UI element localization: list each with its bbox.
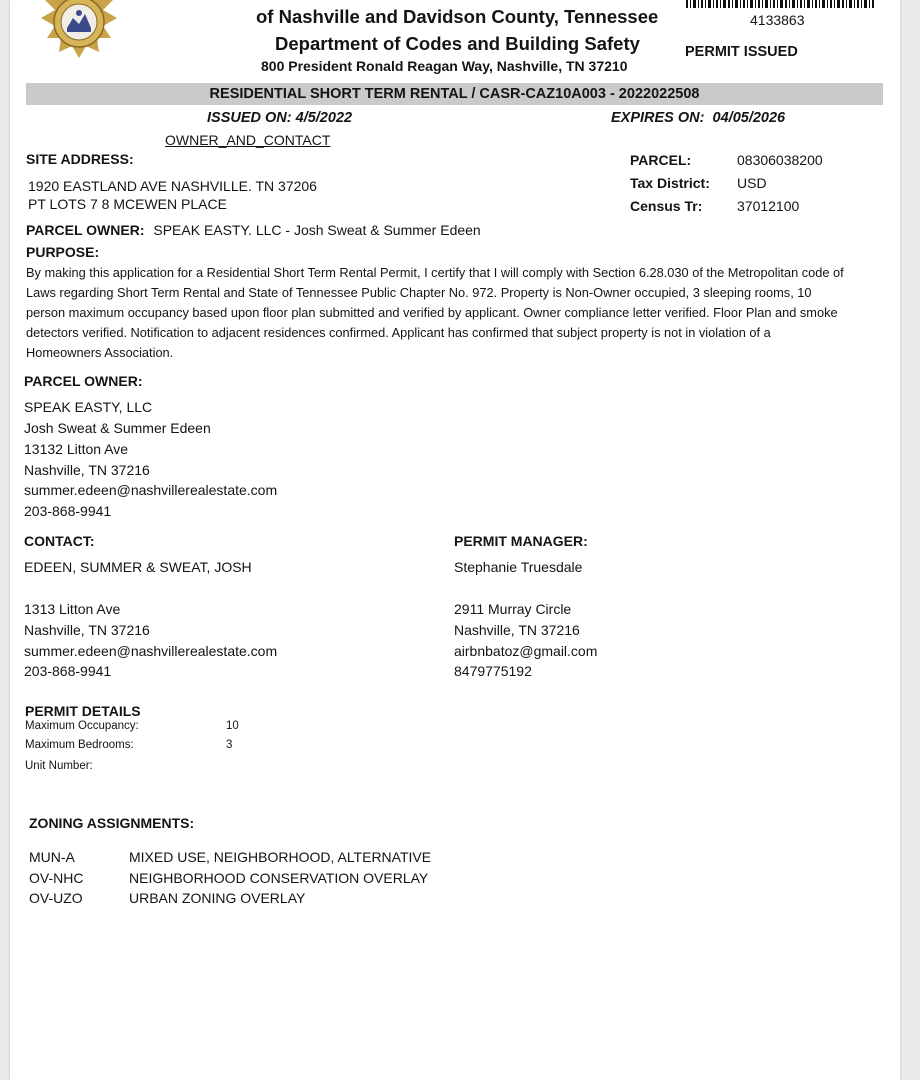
detail-value: 3 [226, 739, 233, 751]
parcel-owner-line: summer.edeen@nashvillerealestate.com [24, 482, 278, 498]
issued-on [207, 110, 352, 126]
metro-seal-icon [30, 0, 120, 66]
zoning-code: MUN-A [29, 849, 75, 865]
permit-details-label: PERMIT DETAILS [25, 703, 141, 719]
agency-line-1: of Nashville and Davidson County, Tennessee [256, 6, 659, 27]
detail-value: 10 [226, 720, 239, 732]
parcel-owner-line [26, 222, 481, 240]
permit-document [10, 0, 900, 1080]
parcel-owner-line: 13132 Litton Ave [24, 441, 129, 457]
issued-label: ISSUED ON: [207, 110, 292, 126]
agency-address: 800 President Ronald Reagan Way, Nashville, TN 37210 [261, 58, 628, 74]
owner-and-contact-link[interactable]: OWNER_AND_CONTACT [165, 132, 331, 148]
site-address-line-2: PT LOTS 7 8 MCEWEN PLACE [28, 196, 227, 212]
purpose-label: PURPOSE: [26, 244, 100, 260]
parcel-label: PARCEL: [630, 152, 692, 168]
tax-district-value: USD [737, 175, 767, 191]
zoning-code: OV-NHC [29, 870, 84, 886]
census-tract-value: 37012100 [737, 198, 800, 214]
issued-value: 4/5/2022 [295, 110, 353, 126]
parcel-owner-label: PARCEL OWNER: [24, 373, 143, 389]
barcode-number: 4133863 [750, 12, 805, 28]
zoning-description: URBAN ZONING OVERLAY [129, 890, 306, 906]
parcel-owner-line: 203-868-9941 [24, 503, 112, 519]
zoning-description: MIXED USE, NEIGHBORHOOD, ALTERNATIVE [129, 849, 432, 865]
detail-label: Unit Number: [25, 760, 93, 772]
census-tract-label: Census Tr: [630, 198, 703, 214]
permit-manager-line: 8479775192 [454, 663, 532, 679]
contact-line: Nashville, TN 37216 [24, 622, 150, 638]
expires-value: 04/05/2026 [712, 110, 786, 126]
zoning-code: OV-UZO [29, 890, 83, 906]
permit-manager-label: PERMIT MANAGER: [454, 533, 588, 549]
expires-label: EXPIRES ON: [611, 110, 705, 126]
parcel-owner-line-label: PARCEL OWNER: [26, 222, 145, 238]
parcel-owner-line: Josh Sweat & Summer Edeen [24, 420, 211, 436]
detail-label: Maximum Occupancy: [25, 720, 139, 732]
permit-status: PERMIT ISSUED [685, 44, 798, 60]
agency-line-2: Department of Codes and Building Safety [275, 33, 640, 54]
contact-name: EDEEN, SUMMER & SWEAT, JOSH [24, 559, 252, 575]
zoning-label: ZONING ASSIGNMENTS: [29, 815, 195, 831]
parcel-value: 08306038200 [737, 152, 823, 168]
site-address-label: SITE ADDRESS: [26, 151, 134, 167]
tax-district-label: Tax District: [630, 175, 710, 191]
permit-manager-line: 2911 Murray Circle [454, 601, 572, 617]
contact-label: CONTACT: [24, 533, 95, 549]
permit-title-bar: RESIDENTIAL SHORT TERM RENTAL / CASR-CAZ10A003 - 2022022508 [26, 83, 883, 105]
barcode [686, 0, 876, 10]
zoning-description: NEIGHBORHOOD CONSERVATION OVERLAY [129, 870, 429, 886]
permit-manager-name: Stephanie Truesdale [454, 559, 583, 575]
parcel-owner-line: Nashville, TN 37216 [24, 462, 150, 478]
site-address-line-1: 1920 EASTLAND AVE NASHVILLE. TN 37206 [28, 178, 317, 194]
contact-line: summer.edeen@nashvillerealestate.com [24, 643, 278, 659]
parcel-owner-line-value: SPEAK EASTY. LLC - Josh Sweat & Summer Edeen [153, 222, 481, 238]
expires-on [611, 110, 785, 126]
permit-manager-line: Nashville, TN 37216 [454, 622, 580, 638]
parcel-owner-line: SPEAK EASTY, LLC [24, 399, 153, 415]
contact-line: 1313 Litton Ave [24, 601, 121, 617]
purpose-text: By making this application for a Residential Short Term Rental Permit, I certify that I will comply with Section 6.28.030 of the Metropolitan code of Laws regarding Short Term Rental and State of Tennessee Public Chapter No. 972. Property is Non-Owner occupied, 3 sleeping rooms, 10 person maximum occupancy based upon floor plan submitted and verified by applicant. Owner compliance letter verified. Floor Plan and smoke detectors verified. Notification to adjacent residences confirmed. Applicant has confirmed that subject property is not in violation of a Homeowners Association. [26, 265, 844, 360]
detail-label: Maximum Bedrooms: [25, 739, 134, 751]
contact-line: 203-868-9941 [24, 663, 112, 679]
permit-manager-line: airbnbatoz@gmail.com [454, 643, 598, 659]
